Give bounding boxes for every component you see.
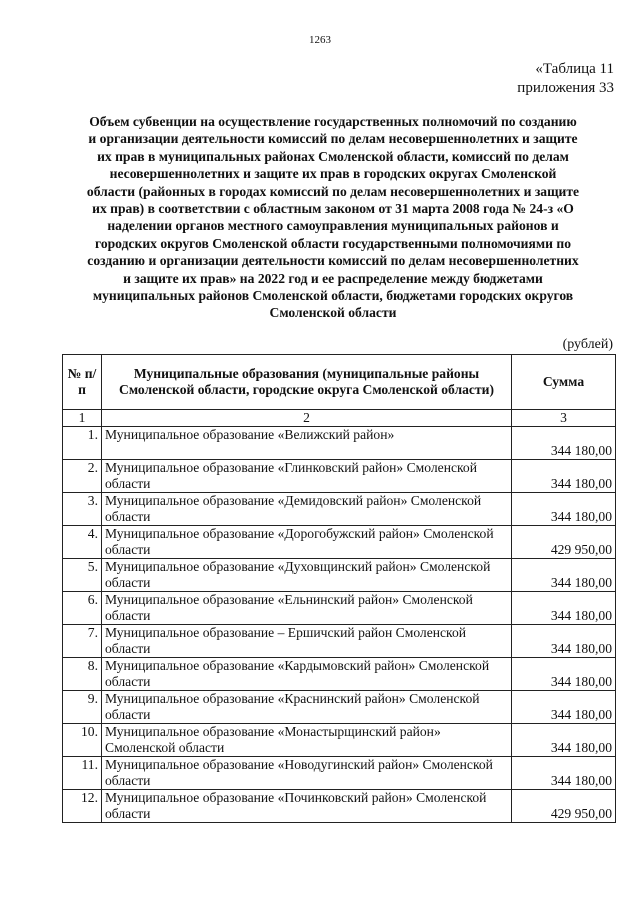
sum-cell: 344 180,00 [512,724,616,757]
table-row [63,691,616,724]
table-row [63,724,616,757]
subvention-table [62,354,616,823]
municipality-name-cell: Муниципальное образование «Демидовский район» Смоленской области [102,493,512,526]
appendix-reference [517,60,614,98]
municipality-name-cell: Муниципальное образование «Велижский район» [102,427,512,460]
municipality-name-cell: Муниципальное образование «Монастырщинский район» Смоленской области [102,724,512,757]
table-row [63,493,616,526]
document-title [52,113,614,322]
sum-cell: 344 180,00 [512,658,616,691]
municipality-name-cell: Муниципальное образование «Новодугинский район» Смоленской области [102,757,512,790]
table-row [63,526,616,559]
header-municipality: Муниципальные образования (муниципальные районы Смоленской области, городские округа Смоленской области) [102,355,512,410]
index-col-1: 1 [63,410,102,427]
index-col-2: 2 [102,410,512,427]
row-number-cell: 8. [63,658,102,691]
sum-cell: 344 180,00 [512,460,616,493]
row-number-cell: 3. [63,493,102,526]
title-line: созданию и организации деятельности комиссий по делам несовершеннолетних [87,253,579,269]
title-line: городских округов Смоленской области государственными полномочиями по [94,235,571,251]
sum-cell: 344 180,00 [512,559,616,592]
index-col-3: 3 [512,410,616,427]
sum-cell: 344 180,00 [512,691,616,724]
sum-cell: 429 950,00 [512,790,616,823]
header-number: № п/п [63,355,102,410]
municipality-name-cell: Муниципальное образование «Ельнинский район» Смоленской области [102,592,512,625]
row-number-cell: 6. [63,592,102,625]
table-header-row [63,355,616,410]
title-line: и организации деятельности комиссий по делам несовершеннолетних и защите [88,131,578,147]
row-number-cell: 9. [63,691,102,724]
row-number-cell: 4. [63,526,102,559]
sum-cell: 344 180,00 [512,427,616,460]
title-line: наделении органов местного самоуправления муниципальных районов и [107,218,559,234]
table-row [63,592,616,625]
title-line: муниципальных районов Смоленской области, бюджетами городских округов [92,288,574,304]
sum-cell: 344 180,00 [512,493,616,526]
row-number-cell: 12. [63,790,102,823]
table-row [63,757,616,790]
table-row [63,658,616,691]
municipality-name-cell: Муниципальное образование – Ершичский район Смоленской области [102,625,512,658]
unit-label: (рублей) [562,337,613,352]
title-line: области (районных в городах комиссий по делам несовершеннолетних и защите [86,183,580,199]
title-line: их прав в муниципальных районах Смоленской области, комиссий по делам [97,148,569,164]
row-number-cell: 5. [63,559,102,592]
sum-cell: 429 950,00 [512,526,616,559]
title-line: Объем субвенции на осуществление государственных полномочий по созданию [89,114,577,129]
appendix-number-label: приложения 33 [517,80,614,96]
row-number-cell: 11. [63,757,102,790]
municipality-name-cell: Муниципальное образование «Глинковский район» Смоленской области [102,460,512,493]
municipality-name-cell: Муниципальное образование «Дорогобужский район» Смоленской области [102,526,512,559]
appendix-table-label: «Таблица 11 [535,61,614,77]
municipality-name-cell: Муниципальное образование «Починковский район» Смоленской области [102,790,512,823]
table-row [63,790,616,823]
row-number-cell: 10. [63,724,102,757]
table-row [63,427,616,460]
row-number-cell: 2. [63,460,102,493]
page-number: 1263 [309,34,331,46]
table-row [63,460,616,493]
table-body [63,427,616,823]
sum-cell: 344 180,00 [512,592,616,625]
table-index-row [63,410,616,427]
title-line: их прав) в соответствии с областным законом от 31 марта 2008 года № 24-з «О [92,201,574,217]
table-row [63,559,616,592]
title-line: Смоленской области [269,305,397,321]
title-line: и защите их прав» на 2022 год и ее распределение между бюджетами [123,270,543,286]
sum-cell: 344 180,00 [512,757,616,790]
row-number-cell: 7. [63,625,102,658]
municipality-name-cell: Муниципальное образование «Духовщинский район» Смоленской области [102,559,512,592]
row-number-cell: 1. [63,427,102,460]
sum-cell: 344 180,00 [512,625,616,658]
municipality-name-cell: Муниципальное образование «Краснинский район» Смоленской области [102,691,512,724]
header-sum: Сумма [512,355,616,410]
municipality-name-cell: Муниципальное образование «Кардымовский район» Смоленской области [102,658,512,691]
title-line: несовершеннолетних и защите их прав в городских округах Смоленской [109,166,557,182]
table-row [63,625,616,658]
